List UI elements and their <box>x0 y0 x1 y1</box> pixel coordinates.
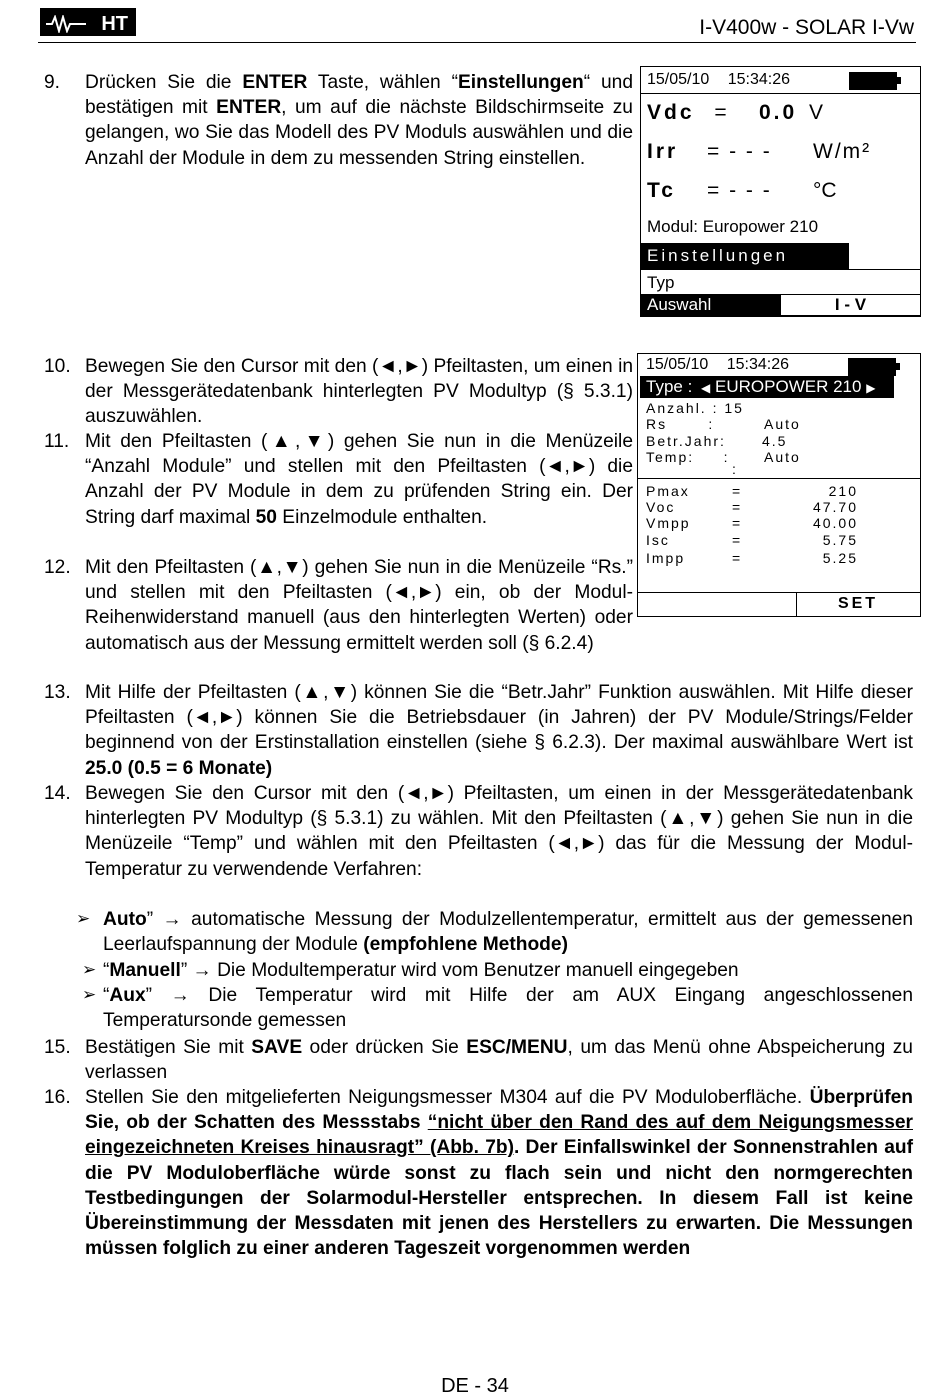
step-number: 10. <box>44 356 71 377</box>
left-arrow-icon[interactable]: ◀ <box>701 381 711 395</box>
anzahl-row[interactable]: Anzahl. : 15 <box>646 400 744 416</box>
screen-time: 15:34:26 <box>726 356 790 373</box>
divider <box>638 478 920 479</box>
ht-logo <box>40 8 136 36</box>
step-number: 15. <box>44 1037 71 1058</box>
auswahl-button[interactable]: Auswahl <box>641 294 781 316</box>
bullet-aux: “Aux” → Die Temperatur wird mit Hilfe der am AUX Eingang angeschlossenen Temperatursonde gemessen <box>103 985 913 1032</box>
equals: = <box>732 515 741 531</box>
module-name: Modul: Europower 210 <box>647 217 819 236</box>
logo-text: HT <box>101 13 128 35</box>
instrument-screen-module-setup <box>637 353 921 617</box>
pmax-value: 210 <box>828 483 858 499</box>
irr-label: Irr <box>647 140 679 163</box>
irr-value: = - - - <box>707 140 772 163</box>
betr-jahr-value: 4.5 <box>762 433 788 449</box>
step-12-text: Mit den Pfeiltasten (▲,▼) gehen Sie nun in die Menüzeile “Rs.” und stellen mit den Pfeiltasten (◄,►) ein, ob der Modul-Reihenwiderstand manuell (aus den hinterlegten Werten) oder automatisch aus der Messung ermittelt werden soll (§ 6.2.4) <box>85 557 633 654</box>
step-number: 9. <box>44 72 61 93</box>
temp-label[interactable]: Temp: : <box>646 449 730 465</box>
tc-value: = - - - <box>707 179 772 202</box>
step-9-text: Drücken Sie die ENTER Taste, wählen “Einstellungen“ und bestätigen mit ENTER, um auf die nächste Bildschirmseite zu gelangen, wo Sie das Modell des PV Moduls auswählen und die Anzahl der Module in dem zu messenden String einstellen. <box>85 72 634 169</box>
iv-button[interactable]: I - V <box>780 294 921 316</box>
betr-jahr-label[interactable]: Betr.Jahr: <box>646 433 726 449</box>
instrument-screen-settings: 15/05/10 15:34:26 Vdc = 0.0 V Irr = - - - W/m² Tc = - - - °C Modul: Europower 210 Einstellungen Typ Auswahl I - V <box>640 66 921 317</box>
vmpp-label: Vmpp <box>646 515 691 531</box>
step-16-text: Stellen Sie den mitgelieferten Neigungsmesser M304 auf die PV Moduloberfläche. Überprüfen Sie, ob der Schatten des Messstabs “nicht über den Rand des auf dem Neigungsmesser eingezeichneten Kreises hinausragt” (Abb. 7b). Der Einfallswinkel der Sonnenstrahlen auf die PV Moduloberfläche würde sonst zu flach sein und nicht den normgerechten Testbedingungen der Solarmodul-Hersteller entsprechen. In diesem Fall ist keine Übereinstimmung der Messdaten mit jenen des Herstellers zu erwarten. Die Messungen müssen folglich zu einer anderen Tageszeit vorgenommen werden <box>85 1087 913 1260</box>
vmpp-value: 40.00 <box>812 515 858 531</box>
battery-icon <box>848 358 896 376</box>
temp-value: Auto <box>764 449 801 465</box>
right-arrow-icon[interactable]: ▶ <box>866 381 876 395</box>
screen-time: 15:34:26 <box>727 71 791 88</box>
equals: = <box>732 499 741 515</box>
divider <box>638 592 920 593</box>
page-header <box>38 4 916 43</box>
logo-wave-icon <box>46 15 86 33</box>
bullet-arrow-icon: ➢ <box>82 985 97 1004</box>
voc-value: 47.70 <box>812 499 858 515</box>
bullet-manuell: “Manuell” → Die Modultemperatur wird vom Benutzer manuell eingegeben <box>103 960 739 981</box>
menu-item-einstellungen[interactable]: Einstellungen <box>641 243 849 269</box>
pmax-label: Pmax <box>646 483 690 499</box>
page-number: DE - 34 <box>441 1375 509 1397</box>
colon: : <box>732 461 736 477</box>
tc-unit: °C <box>813 179 837 202</box>
step-13-text: Mit Hilfe der Pfeiltasten (▲,▼) können Sie die “Betr.Jahr” Funktion auswählen. Mit Hilfe dieser Pfeiltasten (◄,►) können Sie die Betriebsdauer (in Jahren) der PV Module/Strings/Felder beginnend von der Erstinstallation einstellen (siehe § 6.2.3). Der maximal auswählbare Wert ist 25.0 (0.5 = 6 Monate) <box>85 682 913 779</box>
battery-icon <box>849 72 897 90</box>
step-15-text: Bestätigen Sie mit SAVE oder drücken Sie ESC/MENU, um das Menü ohne Abspeicherung zu verlassen <box>85 1037 913 1084</box>
step-number: 11. <box>44 431 70 452</box>
bullet-arrow-icon: ➢ <box>82 960 97 979</box>
vdc-unit: V <box>809 101 824 124</box>
divider <box>641 93 920 94</box>
voc-label: Voc <box>646 499 676 515</box>
step-number: 12. <box>44 557 71 578</box>
step-14-text: Bewegen Sie den Cursor mit den (◄,►) Pfeiltasten, um einen in der Messgerätedatenbank hinterlegten PV Modultyp (§ 5.3.1) zu wählen. Mit den Pfeiltasten (▲,▼) gehen Sie nun in die Menüzeile “Temp” und wählen mit den Pfeiltasten (◄,►) das für die Messung der Modul-Temperatur zu verwendende Verfahren: <box>85 783 913 880</box>
irr-unit: W/m² <box>813 140 872 163</box>
screen-date: 15/05/10 <box>647 71 710 88</box>
type-selector[interactable]: Type : ◀ EUROPOWER 210 ▶ <box>640 376 894 398</box>
impp-value: 5.25 <box>822 550 858 566</box>
tc-label: Tc <box>647 179 676 202</box>
screen-date: 15/05/10 <box>646 356 709 373</box>
isc-value: 5.75 <box>822 532 858 548</box>
step-number: 14. <box>44 783 71 804</box>
vdc-value: 0.0 <box>759 101 798 124</box>
equals: = <box>732 483 741 499</box>
isc-label: Isc <box>646 532 670 548</box>
equals: = <box>732 532 741 548</box>
impp-label: Impp <box>646 550 686 566</box>
bullet-arrow-icon: ➢ <box>76 909 91 928</box>
divider <box>641 269 920 270</box>
rs-label[interactable]: Rs : <box>646 416 715 432</box>
rs-value: Auto <box>764 416 801 432</box>
step-11-text: Mit den Pfeiltasten (▲,▼) gehen Sie nun in die Menüzeile “Anzahl Module” und stellen mit den Pfeiltasten (◄,►) die Anzahl der PV Module in dem zu prüfenden String ein. Der String darf maximal 50 Einzelmodule enthalten. <box>85 431 633 528</box>
step-10-text: Bewegen Sie den Cursor mit den (◄,►) Pfeiltasten, um einen in der Messgerätedatenbank hinterlegten PV Modultyp (§ 5.3.1) auszuwählen. <box>85 356 633 428</box>
equals: = <box>732 550 741 566</box>
set-button[interactable]: SET <box>837 595 879 612</box>
document-title: I-V400w - SOLAR I-Vw <box>699 16 914 39</box>
step-number: 16. <box>44 1087 71 1108</box>
bullet-auto: Auto” → automatische Messung der Modulzellentemperatur, ermittelt aus der gemessenen Leerlaufspannung der Module (empfohlene Methode) <box>103 909 913 956</box>
typ-label: Typ <box>647 273 675 292</box>
vdc-label: Vdc <box>647 101 695 124</box>
step-number: 13. <box>44 682 71 703</box>
